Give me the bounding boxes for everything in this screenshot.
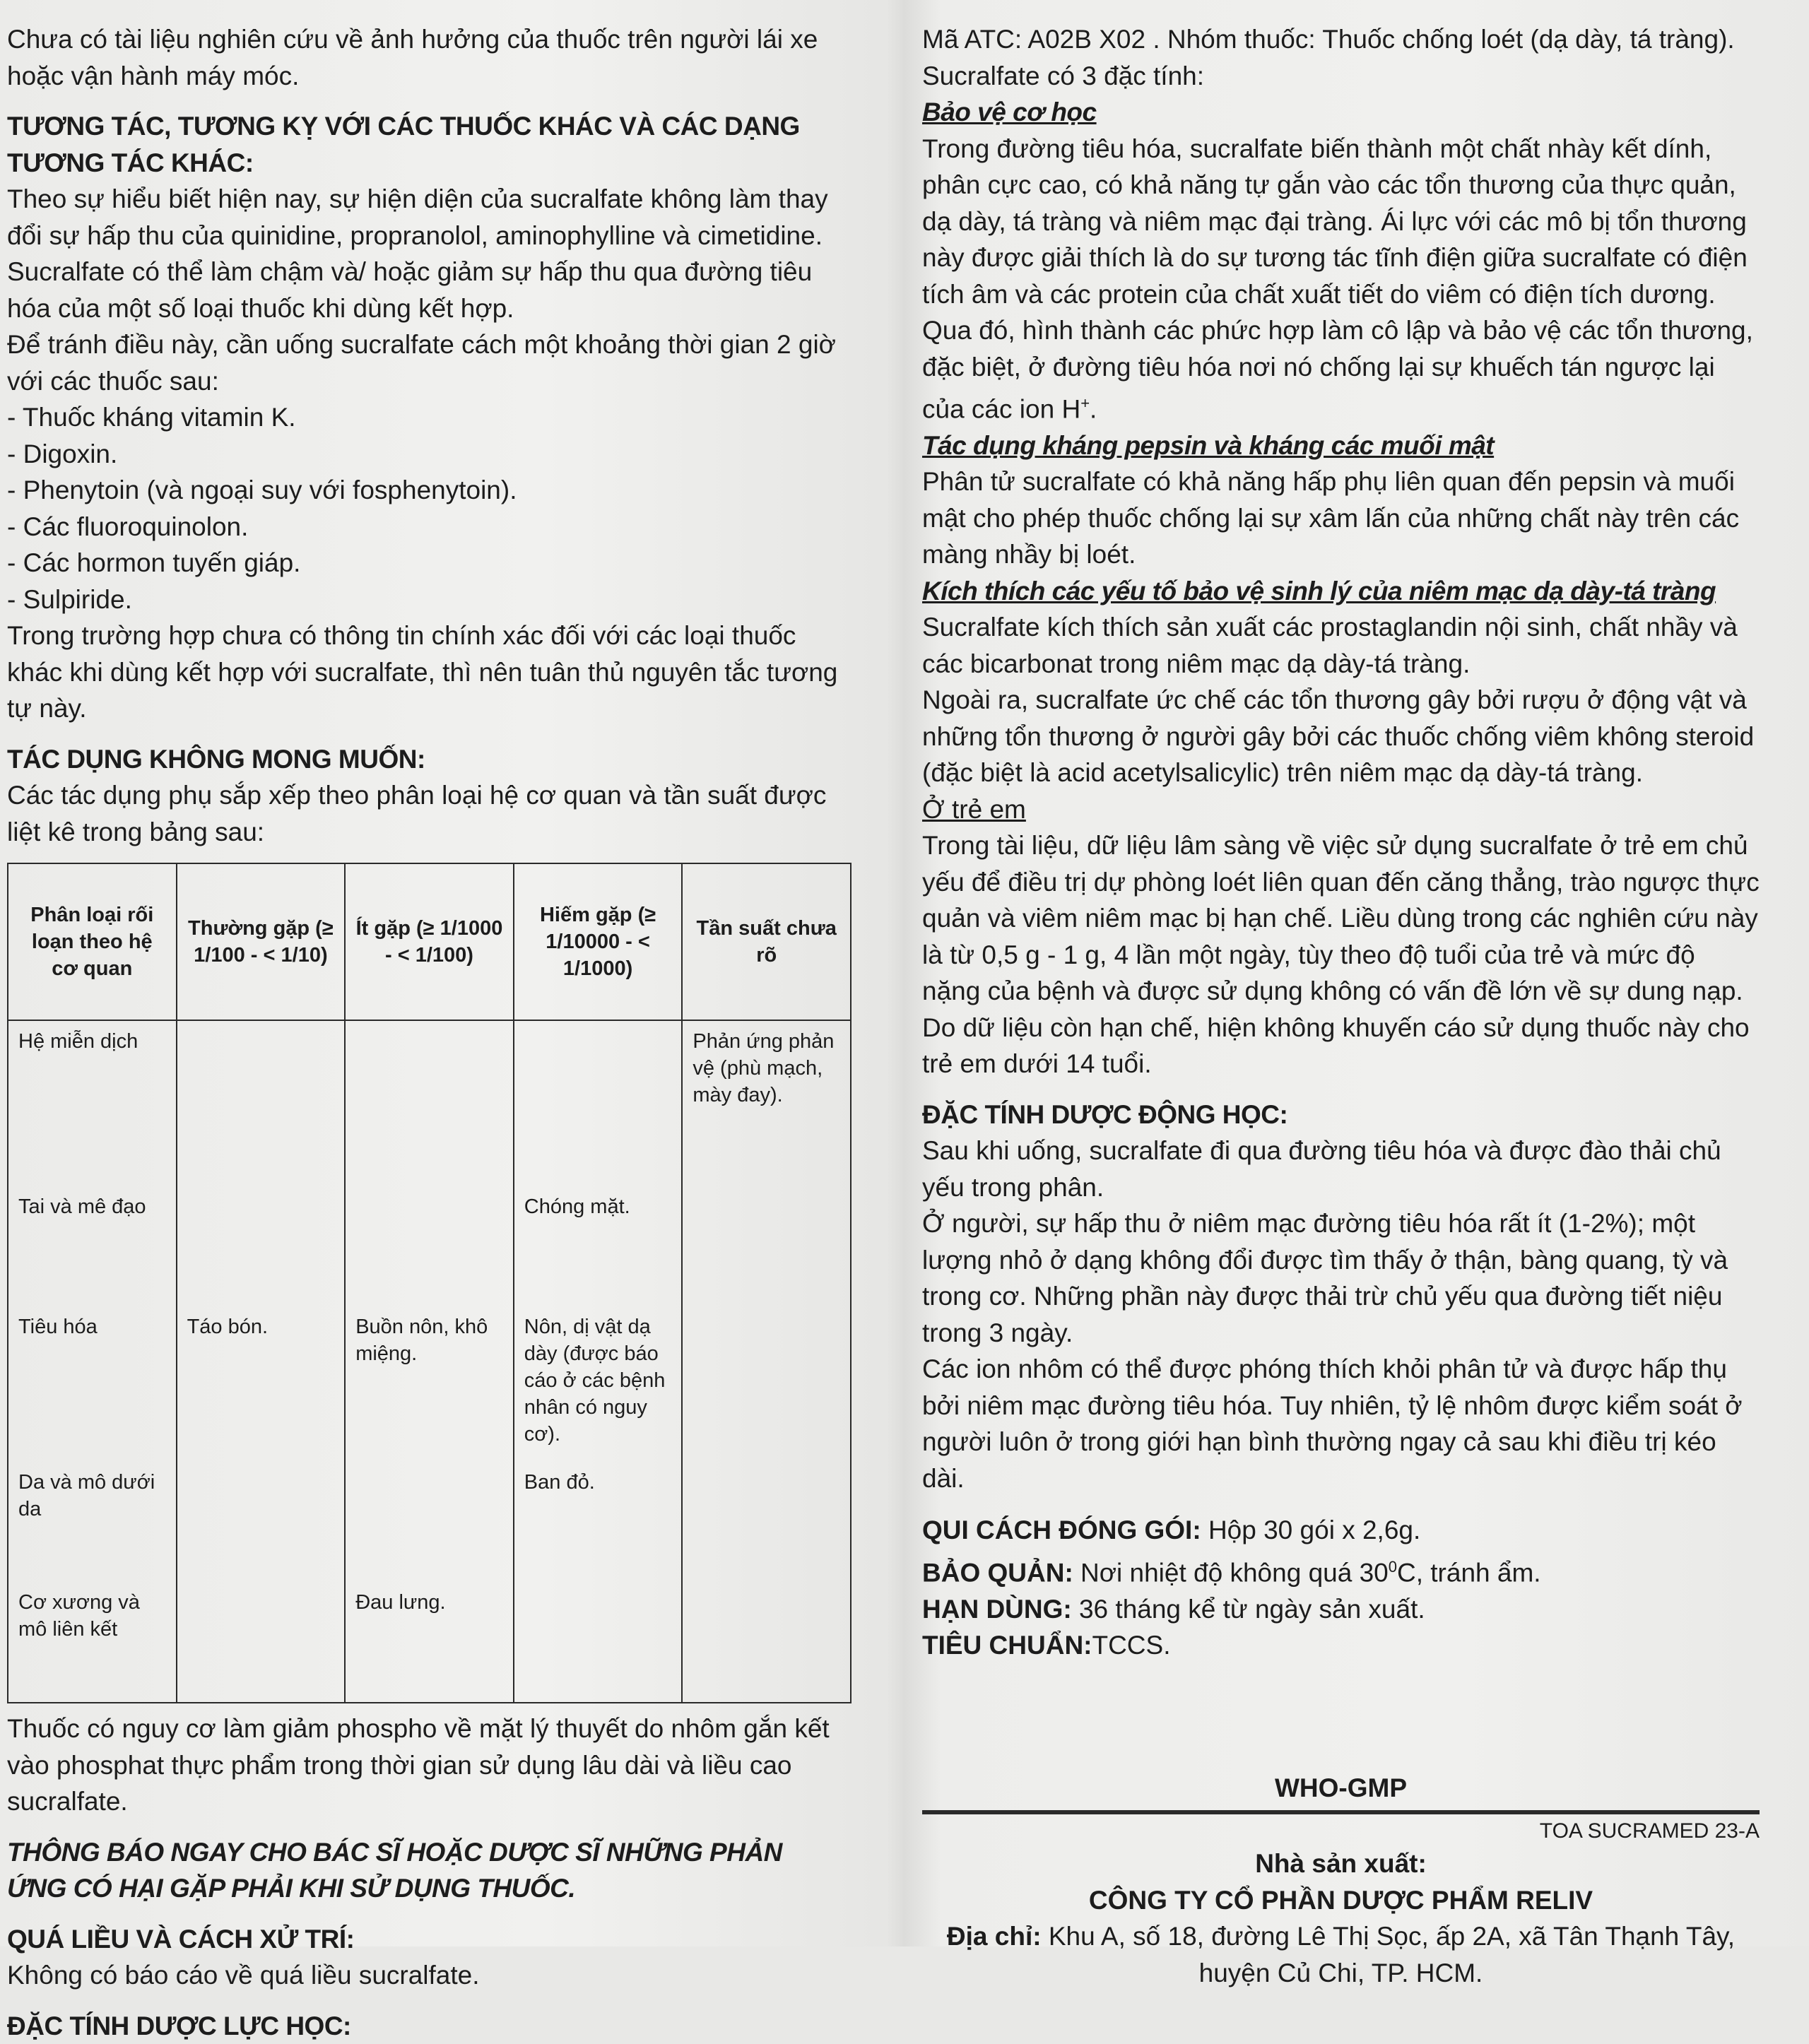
divider — [922, 1810, 1760, 1814]
table-cell: Da và mô dưới da — [8, 1462, 177, 1582]
drug-list-item: - Các fluoroquinolon. — [7, 509, 848, 545]
properties-intro: Sucralfate có 3 đặc tính: — [922, 58, 1760, 95]
overdose-text: Không có báo cáo về quá liều sucralfate. — [7, 1957, 848, 1994]
storage-value: Nơi nhiệt độ không quá 30 — [1073, 1558, 1389, 1587]
table-row — [8, 1462, 851, 1582]
drug-list-item: - Phenytoin (và ngoại suy với fosphenytoin). — [7, 472, 848, 509]
drug-list-item: - Thuốc kháng vitamin K. — [7, 399, 848, 436]
address-label: Địa chỉ: — [947, 1922, 1042, 1951]
table-cell — [682, 1186, 851, 1306]
company-name: CÔNG TY CỔ PHẦN DƯỢC PHẨM RELIV — [922, 1882, 1760, 1919]
packaging-line — [922, 1512, 1760, 1549]
manufacturer-label: Nhà sản xuất: — [922, 1845, 1760, 1882]
table-cell — [177, 1462, 346, 1582]
table-cell — [514, 1582, 683, 1703]
table-cell: Tiêu hóa — [8, 1306, 177, 1462]
pharmacokinetics-text-3: Các ion nhôm có thể được phóng thích khỏi phân tử và được hấp thụ bởi niêm mạc đường tiêu hóa. Tuy nhiên, tỷ lệ nhôm được kiểm soát ở người luôn ở trong giới hạn bình thường ngay cả sau khi điều trị kéo dài. — [922, 1351, 1760, 1496]
packaging-value: Hộp 30 gói x 2,6g. — [1201, 1516, 1421, 1544]
table-header: Thường gặp (≥ 1/100 - < 1/10) — [177, 863, 346, 1020]
packaging-label: QUI CÁCH ĐÓNG GÓI: — [922, 1516, 1201, 1544]
table-cell: Buồn nôn, khô miệng. — [345, 1306, 514, 1462]
phospho-note: Thuốc có nguy cơ làm giảm phospho về mặt lý thuyết do nhôm gắn kết vào phosphat thực phẩm trong thời gian sử dụng lâu dài và liều cao sucralfate. — [7, 1711, 848, 1820]
address-value: Khu A, số 18, đường Lê Thị Sọc, ấp 2A, xã Tân Thạnh Tây, huyện Củ Chi, TP. HCM. — [1042, 1922, 1736, 1987]
children-heading: Ở trẻ em — [922, 791, 1760, 828]
spacer — [922, 1664, 1760, 1770]
table-cell — [682, 1306, 851, 1462]
interactions-paragraph-1: Theo sự hiểu biết hiện nay, sự hiện diện của sucralfate không làm thay đổi sự hấp thu của quinidine, propranolol, aminophylline và cimetidine. Sucralfate có thể làm chậm và/ hoặc giảm sự hấp thu qua đường tiêu hóa của một số loại thuốc khi dùng kết hợp. — [7, 181, 848, 326]
table-header-row — [8, 863, 851, 1020]
gmp-mark: WHO-GMP — [922, 1770, 1760, 1807]
pharmacokinetics-text-1: Sau khi uống, sucralfate đi qua đường tiêu hóa và được đào thải chủ yếu trong phân. — [922, 1133, 1760, 1205]
table-header: Phân loại rối loạn theo hệ cơ quan — [8, 863, 177, 1020]
drug-list-item: - Các hormon tuyến giáp. — [7, 545, 848, 581]
pharmacokinetics-text-2: Ở người, sự hấp thu ở niêm mạc đường tiêu hóa rất ít (1-2%); một lượng nhỏ ở dạng không đổi được tìm thấy ở thận, bàng quang, tỳ và trong cơ. Những phần này được thải trừ chủ yếu qua đường tiết niệu trong 3 ngày. — [922, 1205, 1760, 1351]
children-text: Trong tài liệu, dữ liệu lâm sàng về việc sử dụng sucralfate ở trẻ em chủ yếu để điều trị dự phòng loét liên quan đến căng thẳng, trào ngược thực quản và viêm niêm mạc bị hạn chế. Liều dùng trong các nghiên cứu này là từ 0,5 g - 1 g, 4 lần một ngày, tùy theo độ tuổi của trẻ và mức độ nặng của bệnh và được sử dụng không có vấn đề lớn về sự dung nạp. Do dữ liệu còn hạn chế, hiện không khuyến cáo sử dụng thuốc này cho trẻ em dưới 14 tuổi. — [922, 827, 1760, 1082]
antipepsin-text: Phân tử sucralfate có khả năng hấp phụ liên quan đến pepsin và muối mật cho phép thuốc chống lại sự xâm lấn của những chất này trên các màng nhầy bị loét. — [922, 463, 1760, 573]
interactions-paragraph-2: Để tránh điều này, cần uống sucralfate cách một khoảng thời gian 2 giờ với các thuốc sau: — [7, 326, 848, 399]
driving-note: Chưa có tài liệu nghiên cứu về ảnh hưởng của thuốc trên người lái xe hoặc vận hành máy móc. — [7, 21, 848, 94]
table-row — [8, 1306, 851, 1462]
overdose-heading: QUÁ LIỀU VÀ CÁCH XỬ TRÍ: — [7, 1921, 848, 1958]
standard-line — [922, 1627, 1760, 1664]
adverse-heading: TÁC DỤNG KHÔNG MONG MUỐN: — [7, 741, 848, 778]
table-cell: Cơ xương và mô liên kết — [8, 1582, 177, 1703]
drug-list-item: - Digoxin. — [7, 436, 848, 473]
table-cell — [682, 1582, 851, 1703]
mechanical-protection-body: Trong đường tiêu hóa, sucralfate biến thành một chất nhày kết dính, phân cực cao, có khả năng tự gắn vào các tổn thương của thực quản, dạ dày, tá tràng và niêm mạc đại tràng. Ái lực với các mô bị tổn thương này được giải thích là do sự tương tác tĩnh điện giữa sucralfate có điện tích âm và các protein của chất xuất tiết do viêm có điện tích dương. Qua đó, hình thành các phức hợp làm cô lập và bảo vệ các tổn thương, đặc biệt, ở đường tiêu hóa nơi nó chống lại sự khuếch tán ngược lại của các ion — [922, 134, 1753, 424]
table-cell: Phản ứng phản vệ (phù mạch, mày đay). — [682, 1020, 851, 1186]
standard-label: TIÊU CHUẨN: — [922, 1631, 1092, 1660]
pharmacodynamics-heading: ĐẶC TÍNH DƯỢC LỰC HỌC: — [7, 2008, 848, 2044]
table-header: Tần suất chưa rõ — [682, 863, 851, 1020]
table-cell: Nôn, dị vật dạ dày (được báo cáo ở các bệnh nhân có nguy cơ). — [514, 1306, 683, 1462]
interactions-heading: TƯƠNG TÁC, TƯƠNG KỴ VỚI CÁC THUỐC KHÁC VÀ CÁC DẠNG TƯƠNG TÁC KHÁC: — [7, 108, 848, 181]
table-row — [8, 1582, 851, 1703]
physiological-protection-heading: Kích thích các yếu tố bảo vệ sinh lý của niêm mạc dạ dày-tá tràng — [922, 573, 1760, 610]
table-cell — [345, 1462, 514, 1582]
antipepsin-heading: Tác dụng kháng pepsin và kháng các muối mật — [922, 427, 1760, 464]
table-row — [8, 1186, 851, 1306]
interactions-paragraph-3: Trong trường hợp chưa có thông tin chính xác đối với các loại thuốc khác khi dùng kết hợp với sucralfate, thì nên tuân thủ nguyên tắc tương tự này. — [7, 618, 848, 727]
atc-code: Mã ATC: A02B X02 . Nhóm thuốc: Thuốc chống loét (dạ dày, tá tràng). — [922, 21, 1760, 58]
table-row — [8, 1020, 851, 1186]
physiological-protection-text-2: Ngoài ra, sucralfate ức chế các tổn thương gây bởi rượu ở động vật và những tổn thương ở người gây bởi các thuốc chống viêm không steroid (đặc biệt là acid acetylsalicylic) trên niêm mạc dạ dày-tá tràng. — [922, 682, 1760, 791]
table-header: Hiếm gặp (≥ 1/10000 - < 1/1000) — [514, 863, 683, 1020]
physiological-protection-text-1: Sucralfate kích thích sản xuất các prostaglandin nội sinh, chất nhầy và các bicarbonat trong niêm mạc dạ dày-tá tràng. — [922, 609, 1760, 682]
table-cell: Ban đỏ. — [514, 1462, 683, 1582]
adverse-effects-table — [7, 863, 852, 1703]
sentence-end: . — [1090, 394, 1097, 423]
table-cell — [514, 1020, 683, 1186]
degree-mark: 0 — [1389, 1558, 1397, 1576]
table-cell — [345, 1020, 514, 1186]
table-cell — [177, 1582, 346, 1703]
notify-heading: THÔNG BÁO NGAY CHO BÁC SĨ HOẶC DƯỢC SĨ NHỮNG PHẢN ỨNG CÓ HẠI GẶP PHẢI KHI SỬ DỤNG THUỐC. — [7, 1834, 848, 1907]
ion-charge: + — [1080, 394, 1090, 412]
table-cell: Đau lưng. — [345, 1582, 514, 1703]
expiry-label: HẠN DÙNG: — [922, 1595, 1072, 1624]
table-cell — [177, 1186, 346, 1306]
table-cell — [177, 1020, 346, 1186]
table-cell — [682, 1462, 851, 1582]
right-column — [922, 21, 1760, 1991]
table-cell: Chóng mặt. — [514, 1186, 683, 1306]
table-cell: Táo bón. — [177, 1306, 346, 1462]
expiry-value: 36 tháng kể từ ngày sản xuất. — [1072, 1595, 1425, 1624]
storage-line — [922, 1549, 1760, 1591]
pharmacokinetics-heading: ĐẶC TÍNH DƯỢC ĐỘNG HỌC: — [922, 1097, 1760, 1133]
expiry-line — [922, 1591, 1760, 1628]
left-column — [7, 21, 848, 2044]
ion-symbol: H — [1061, 394, 1080, 423]
adverse-intro: Các tác dụng phụ sắp xếp theo phân loại hệ cơ quan và tần suất được liệt kê trong bảng sau: — [7, 777, 848, 850]
storage-label: BẢO QUẢN: — [922, 1558, 1073, 1587]
document-code: TOA SUCRAMED 23-A — [922, 1817, 1760, 1845]
storage-value-end: C, tránh ẩm. — [1397, 1558, 1541, 1587]
table-header: Ít gặp (≥ 1/1000 - < 1/100) — [345, 863, 514, 1020]
table-cell: Tai và mê đạo — [8, 1186, 177, 1306]
table-cell — [345, 1186, 514, 1306]
drug-list-item: - Sulpiride. — [7, 581, 848, 618]
standard-value: TCCS. — [1092, 1631, 1170, 1660]
table-cell: Hệ miễn dịch — [8, 1020, 177, 1186]
address-line — [922, 1918, 1760, 1991]
mechanical-protection-heading: Bảo vệ cơ học — [922, 94, 1760, 131]
mechanical-protection-text — [922, 131, 1760, 427]
